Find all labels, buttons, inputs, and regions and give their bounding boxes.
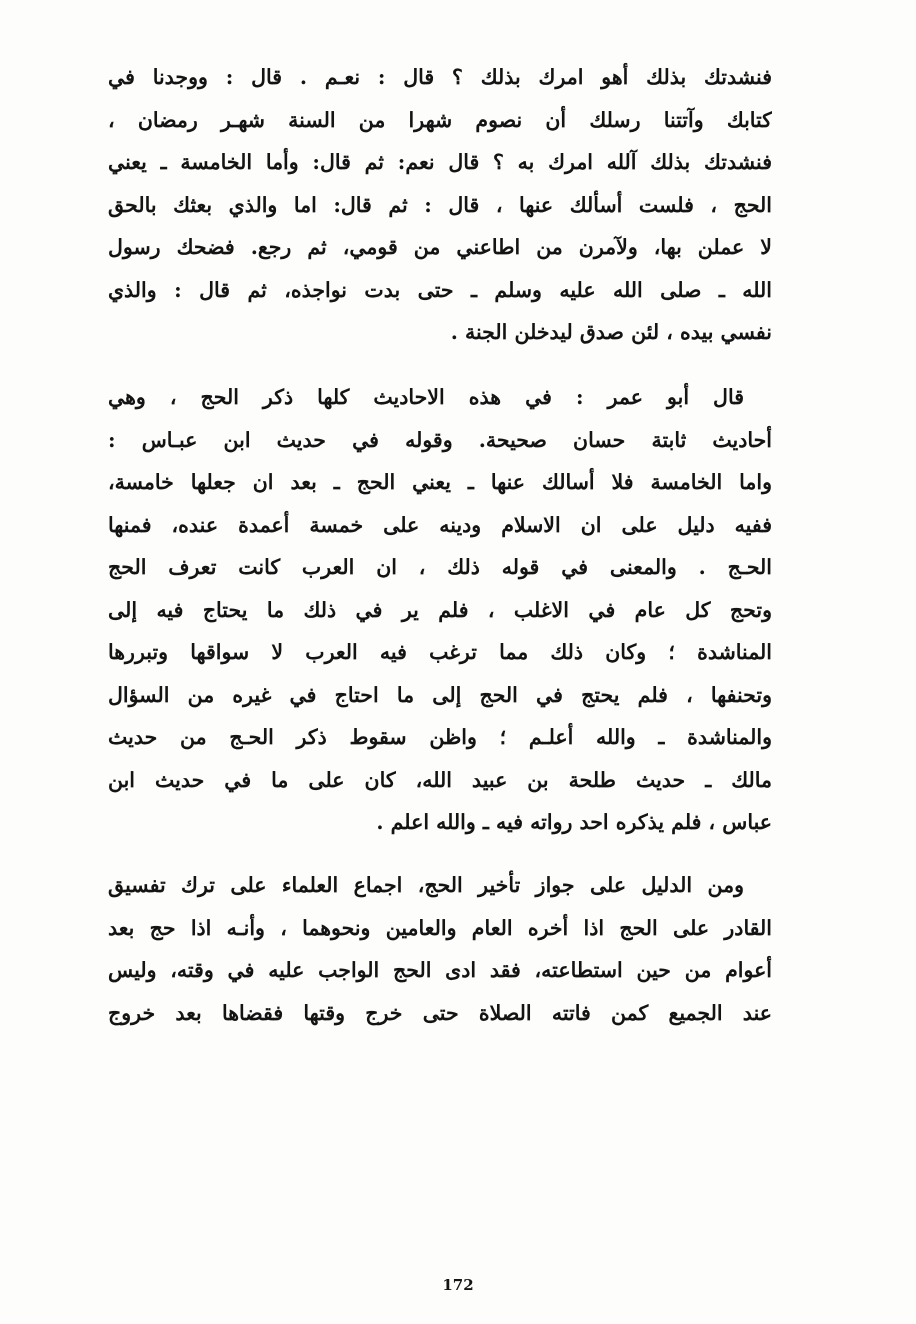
text-line: الحـج . والمعنى في قوله ذلك ، ان العرب كانت تعرف الحج [108, 555, 772, 579]
text-line: الله ـ صلى الله عليه وسلم ـ حتى بدت نواجذه، ثم قال : والذي [108, 277, 772, 302]
text-line: أحاديث ثابتة حسان صحيحة. وقوله في حديث ابن عبـاس : [108, 427, 772, 452]
text-line: عند الجميع كمن فاتته الصلاة حتى خرج وقتها فقضاها بعد خروج [108, 1000, 772, 1025]
text-line: وتحج كل عام في الاغلب ، فلم ير في ذلك ما يحتاج فيه إلى [108, 597, 772, 622]
text-line: ففيه دليل على ان الاسلام ودينه على خمسة أعمدة عنده، فمنها [108, 512, 772, 537]
text-line: وتحنفها ، فلم يحتج في الحج إلى ما احتاج في غيره من السؤال [108, 682, 772, 707]
text-line: أعوام من حين استطاعته، فقد ادى الحج الواجب عليه في وقته، وليس [108, 958, 772, 982]
text-line: والمناشدة ـ والله أعلـم ؛ واظن سقوط ذكر الحـج من حديث [108, 725, 772, 749]
text-line: فنشدتك بذلك أهو امرك بذلك ؟ قال : نعـم . قال : ووجدنا في [108, 65, 772, 89]
text-line: ومن الدليل على جواز تأخير الحج، اجماع العلماء على ترك تفسيق [108, 873, 744, 897]
text-line: فنشدتك بذلك آلله امرك به ؟ قال نعم: ثم قال: وأما الخامسة ـ يعني [108, 150, 772, 174]
text-line: كتابك وآتتنا رسلك أن نصوم شهرا من السنة شهـر رمضان ، [108, 107, 772, 132]
text-line: لا عملن بها، ولآمرن من اطاعني من قومي، ثم رجع. فضحك رسول [108, 235, 772, 259]
text-line: نفسي بيده ، لئن صدق ليدخلن الجنة . [450, 320, 772, 344]
text-line: المناشدة ؛ وكان ذلك مما ترغب فيه العرب لا سواقها وتبررها [108, 640, 772, 664]
paragraph-hadith-narration [108, 56, 772, 354]
text-line: القادر على الحج اذا أخره العام والعامين ونحوهما ، وأنـه اذا حج بعد [108, 915, 772, 940]
text-line: عباس ، فلم يذكره احد رواته فيه ـ والله اعلم . [376, 810, 772, 834]
text-line: الحج ، فلست أسألك عنها ، قال : ثم قال: اما والذي بعثك بالحق [108, 192, 772, 217]
text-line: واما الخامسة فلا أسالك عنها ـ يعني الحج ـ بعد ان جعلها خامسة، [108, 470, 772, 494]
page-number: 172 [442, 1276, 474, 1294]
text-line: قال أبو عمر : في هذه الاحاديث كلها ذكر الحج ، وهي [108, 385, 744, 409]
paragraph-hajj-delay [108, 864, 772, 1034]
paragraph-commentary [108, 376, 772, 844]
text-line: مالك ـ حديث طلحة بن عبيد الله، كان على ما في حديث ابن [108, 767, 772, 792]
